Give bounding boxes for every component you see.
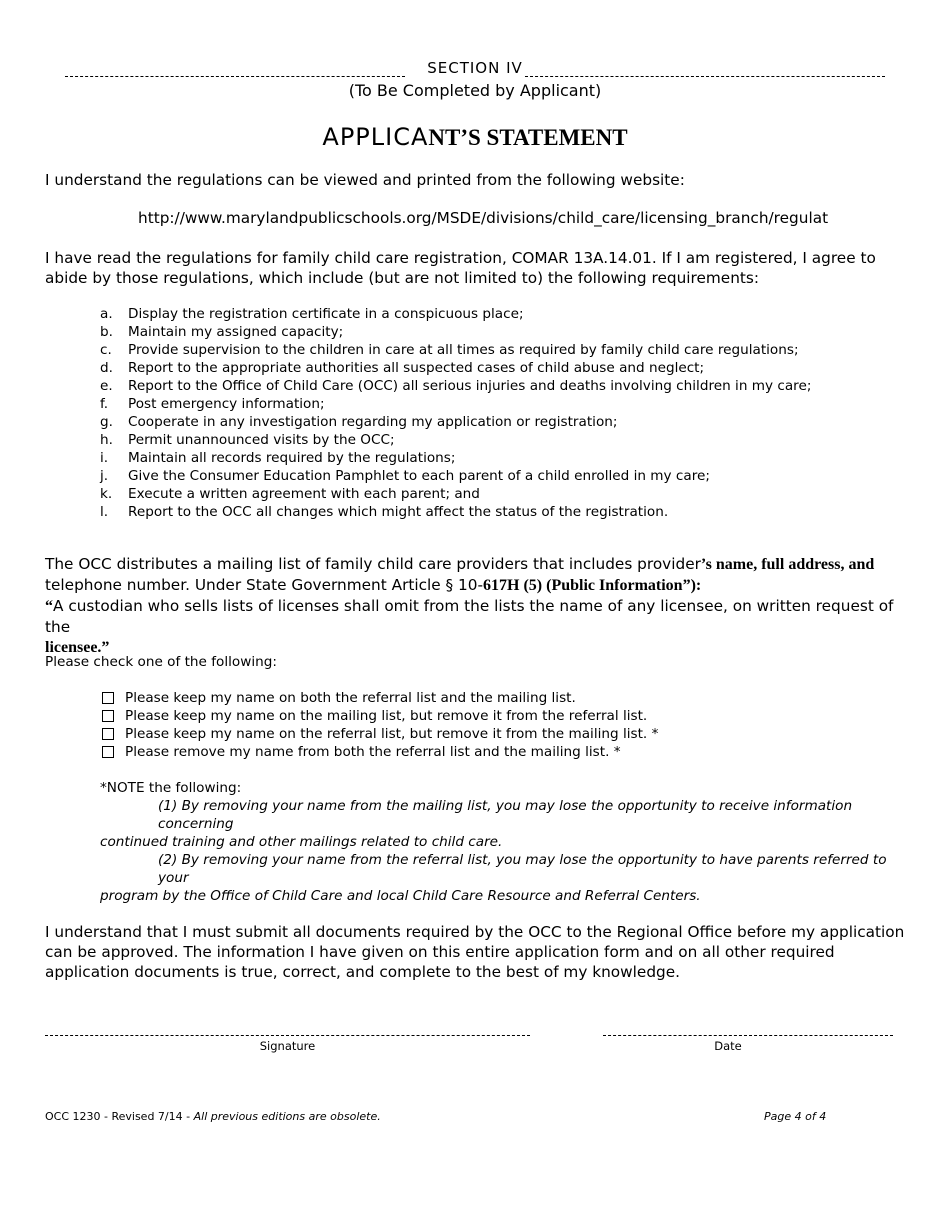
checkbox[interactable] bbox=[102, 728, 114, 740]
date-line[interactable] bbox=[603, 1035, 893, 1036]
list-item: f. Post emergency information; bbox=[100, 396, 325, 412]
list-item: k. Execute a written agreement with each parent; and bbox=[100, 486, 480, 502]
option-remove-both[interactable]: Please remove my name from both the referral list and the mailing list. * bbox=[102, 743, 658, 761]
website-intro: I understand the regulations can be viewed and printed from the following website: bbox=[45, 171, 685, 189]
list-item: e. Report to the Office of Child Care (OCC) all serious injuries and deaths involving children in my care; bbox=[100, 378, 812, 394]
website-url: http://www.marylandpublicschools.org/MSDE/divisions/child_care/licensing_branch/regulat bbox=[138, 209, 829, 227]
date-label: Date bbox=[714, 1039, 742, 1053]
checkbox[interactable] bbox=[102, 710, 114, 722]
signature-line[interactable] bbox=[45, 1035, 530, 1036]
note-heading: *NOTE the following: bbox=[100, 780, 242, 796]
signature-label: Signature bbox=[259, 1039, 316, 1053]
list-item: b. Maintain my assigned capacity; bbox=[100, 324, 344, 340]
list-item: j. Give the Consumer Education Pamphlet to each parent of a child enrolled in my care; bbox=[100, 468, 710, 484]
page-title: APPLICANT’S STATEMENT bbox=[322, 123, 628, 151]
list-item: c. Provide supervision to the children in care at all times as required by family child care regulations; bbox=[100, 342, 799, 358]
option-both-lists[interactable]: Please keep my name on both the referral list and the mailing list. bbox=[102, 689, 658, 707]
list-item: i. Maintain all records required by the regulations; bbox=[100, 450, 456, 466]
page-number: Page 4 of 4 bbox=[764, 1110, 827, 1123]
section-title: SECTION IV bbox=[427, 59, 523, 77]
mailing-list-paragraph: The OCC distributes a mailing list of family child care providers that includes provider’s name, full address, and telephone number. Under State Government Article § 10-617H (5) (Public Information”): “A custodian who sells lists of licenses shall omit from the lists the name of any licensee, on written request of the licensee.” bbox=[45, 555, 894, 656]
regulations-paragraph: I have read the regulations for family child care registration, COMAR 13A.14.01. If I am registered, I agree to abide by those regulations, which include (but are not limited to) the following requirements: bbox=[45, 249, 876, 287]
check-instruction: Please check one of the following: bbox=[45, 654, 277, 670]
certification-paragraph: I understand that I must submit all documents required by the OCC to the Regional Office before my application can be approved. The information I have given on this entire application form and on all other required application documents is true, correct, and complete to the best of my knowledge. bbox=[45, 923, 905, 981]
note-block: *NOTE the following: (1) By removing your name from the mailing list, you may lose the opportunity to receive information concerning continued training and other mailings related to child care. (2) By removing your name from the referral list, you may lose the opportunity to have parents referred to your program by the Office of Child Care and local Child Care Resource and Referral Centers. bbox=[100, 779, 890, 905]
list-item: d. Report to the appropriate authorities all suspected cases of child abuse and neglect; bbox=[100, 360, 705, 376]
list-item: g. Cooperate in any investigation regarding my application or registration; bbox=[100, 414, 618, 430]
requirements-list bbox=[100, 305, 811, 521]
section-subtitle: (To Be Completed by Applicant) bbox=[348, 81, 602, 100]
checkbox[interactable] bbox=[102, 692, 114, 704]
list-item: l. Report to the OCC all changes which might affect the status of the registration. bbox=[100, 504, 669, 520]
list-options bbox=[102, 689, 658, 761]
list-item: a. Display the registration certificate in a conspicuous place; bbox=[100, 306, 524, 322]
section-divider-right bbox=[525, 76, 885, 77]
option-referral-only[interactable]: Please keep my name on the referral list, but remove it from the mailing list. * bbox=[102, 725, 658, 743]
option-mailing-only[interactable]: Please keep my name on the mailing list, but remove it from the referral list. bbox=[102, 707, 658, 725]
list-item: h. Permit unannounced visits by the OCC; bbox=[100, 432, 395, 448]
form-id: OCC 1230 - Revised 7/14 - All previous editions are obsolete. bbox=[45, 1110, 381, 1123]
checkbox[interactable] bbox=[102, 746, 114, 758]
